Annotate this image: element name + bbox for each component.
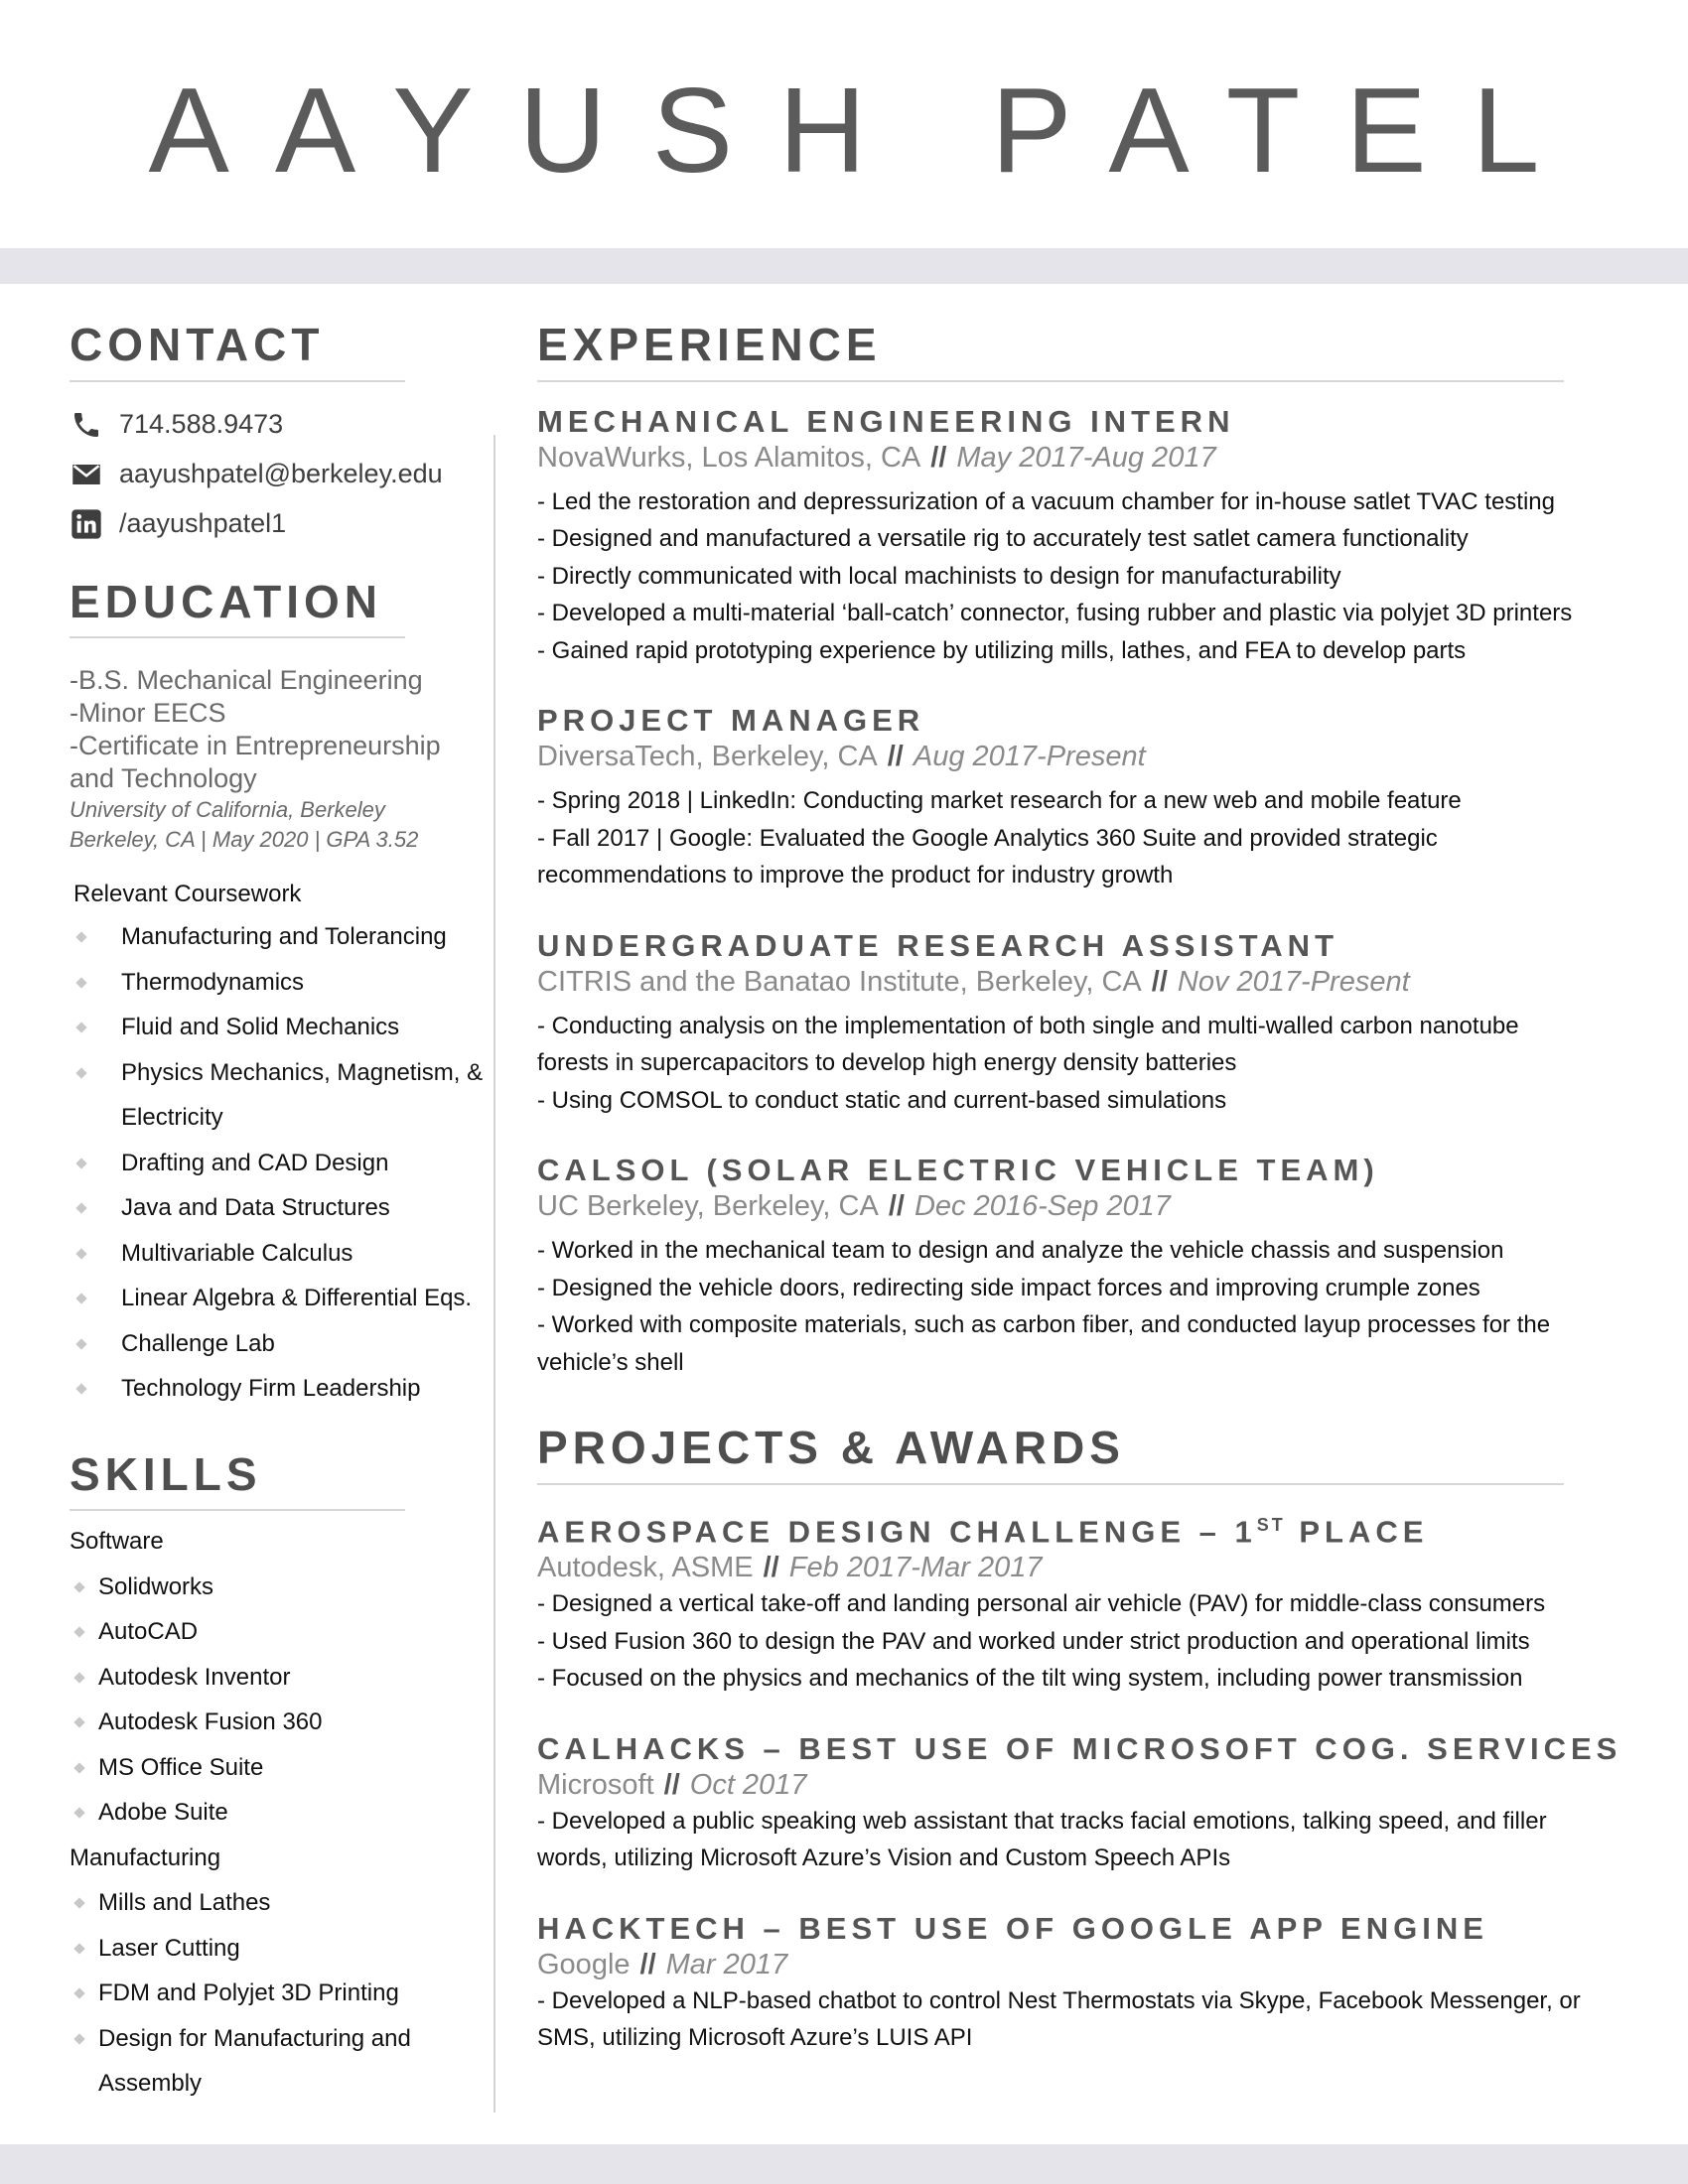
separator: // <box>1151 965 1168 998</box>
list-item: Autodesk Fusion 360 <box>70 1700 496 1745</box>
job-bullet: vehicle’s shell <box>537 1348 684 1376</box>
education-line: -Minor EECS <box>70 698 226 729</box>
bullet-diamond-icon <box>73 1627 84 1638</box>
job-bullet: - Designed the vehicle doors, redirecting side impact forces and improving crumple zones <box>537 1274 1480 1301</box>
job-bullet: - Worked in the mechanical team to design and analyze the vehicle chassis and suspension <box>537 1237 1504 1265</box>
bullet-diamond-icon <box>73 1672 84 1683</box>
bullet-diamond-icon <box>75 1158 86 1168</box>
project-bullet: SMS, utilizing Microsoft Azure’s LUIS API <box>537 2024 973 2052</box>
education-line: -Certificate in Entrepreneurship <box>70 731 441 761</box>
job-title: UNDERGRADUATE RESEARCH ASSISTANT <box>537 927 1339 963</box>
bullet-diamond-icon <box>75 1203 86 1214</box>
list-item: Technology Firm Leadership <box>70 1366 496 1412</box>
list-item: Physics Mechanics, Magnetism, & <box>70 1050 496 1096</box>
job-bullet: recommendations to improve the product for industry growth <box>537 862 1174 889</box>
list-item: Adobe Suite <box>70 1790 496 1836</box>
experience-entry <box>537 928 1649 1120</box>
job-bullet: - Spring 2018 | LinkedIn: Conducting market research for a new web and mobile feature <box>537 787 1462 815</box>
list-item: Electricity <box>121 1104 223 1132</box>
education-line: -B.S. Mechanical Engineering <box>70 665 423 696</box>
bullet-diamond-icon <box>73 1898 84 1909</box>
job-org-line <box>537 964 1649 1000</box>
coursework-heading: Relevant Coursework <box>73 881 302 908</box>
job-org-line <box>537 739 1649 774</box>
separator: // <box>887 741 904 773</box>
right-column <box>537 320 1649 2057</box>
project-org-line <box>537 1550 1649 1585</box>
job-org-line <box>537 440 1649 476</box>
bullet-diamond-icon <box>75 1338 86 1349</box>
job-bullet: - Using COMSOL to conduct static and current-based simulations <box>537 1086 1227 1114</box>
left-column <box>70 320 496 2107</box>
job-date: May 2017-Aug 2017 <box>956 441 1216 474</box>
list-item: AutoCAD <box>70 1609 496 1655</box>
list-item: Challenge Lab <box>70 1321 496 1367</box>
envelope-icon <box>70 458 103 491</box>
education-heading: EDUCATION <box>70 577 405 639</box>
bullet-diamond-icon <box>75 1384 86 1395</box>
project-org-line <box>537 1947 1649 1982</box>
bullet-diamond-icon <box>75 1294 86 1304</box>
contact-phone <box>70 400 496 450</box>
project-org: Google <box>537 1948 631 1980</box>
list-item: Fluid and Solid Mechanics <box>70 1005 496 1050</box>
job-bullet: forests in supercapacitors to develop high energy density batteries <box>537 1049 1237 1077</box>
phone-text[interactable]: 714.588.9473 <box>119 409 284 440</box>
project-date: Oct 2017 <box>689 1768 807 1801</box>
project-org-line <box>537 1767 1649 1803</box>
bullet-diamond-icon <box>73 1717 84 1728</box>
project-bullet: - Designed a vertical take-off and landing personal air vehicle (PAV) for middle-class consumers <box>537 1590 1546 1618</box>
project-entry <box>537 1731 1649 1877</box>
job-bullet: - Led the restoration and depressurization of a vacuum chamber for in-house satlet TVAC testing <box>537 487 1555 515</box>
experience-entry <box>537 1153 1649 1381</box>
manufacturing-skills-list <box>70 1880 496 2107</box>
list-item: Mills and Lathes <box>70 1880 496 1926</box>
job-title: MECHANICAL ENGINEERING INTERN <box>537 403 1235 439</box>
project-bullet: words, utilizing Microsoft Azure’s Vision and Custom Speech APIs <box>537 1844 1231 1872</box>
job-bullet: - Conducting analysis on the implementation of both single and multi-walled carbon nanotube <box>537 1012 1519 1039</box>
job-org: DiversaTech, Berkeley, CA <box>537 741 878 773</box>
experience-heading: EXPERIENCE <box>537 320 1564 382</box>
list-item: Java and Data Structures <box>70 1185 496 1231</box>
skills-category: Software <box>70 1528 164 1556</box>
contact-linkedin <box>70 499 496 549</box>
list-item: MS Office Suite <box>70 1745 496 1791</box>
project-org: Microsoft <box>537 1768 654 1801</box>
job-date: Aug 2017-Present <box>913 741 1146 773</box>
bullet-diamond-icon <box>75 977 86 988</box>
job-date: Nov 2017-Present <box>1177 965 1410 998</box>
skills-category: Manufacturing <box>70 1843 221 1871</box>
list-item: Drafting and CAD Design <box>70 1141 496 1186</box>
bullet-diamond-icon <box>73 1581 84 1592</box>
list-item: Multivariable Calculus <box>70 1231 496 1277</box>
project-title: CALHACKS – BEST USE OF MICROSOFT COG. SERVICES <box>537 1730 1622 1766</box>
bullet-diamond-icon <box>73 1988 84 1999</box>
contact-heading: CONTACT <box>70 320 405 382</box>
footer-band <box>0 2144 1688 2184</box>
school-name: University of California, Berkeley <box>70 797 385 823</box>
project-title: HACKTECH – BEST USE OF GOOGLE APP ENGINE <box>537 1910 1488 1946</box>
list-item: FDM and Polyjet 3D Printing <box>70 1971 496 2016</box>
job-bullet: - Worked with composite materials, such as carbon fiber, and conducted layup processes for the <box>537 1311 1551 1339</box>
job-date: Dec 2016-Sep 2017 <box>914 1190 1171 1223</box>
resume-name: AAYUSH PATEL <box>148 63 1586 198</box>
project-bullet: - Used Fusion 360 to design the PAV and worked under strict production and operational limits <box>537 1627 1530 1655</box>
bullet-diamond-icon <box>75 1067 86 1078</box>
bullet-diamond-icon <box>75 1023 86 1033</box>
bullet-diamond-icon <box>73 2033 84 2044</box>
project-entry <box>537 1507 1649 1698</box>
project-org: Autodesk, ASME <box>537 1552 754 1584</box>
job-title: CALSOL (SOLAR ELECTRIC VEHICLE TEAM) <box>537 1153 1379 1188</box>
experience-entry <box>537 404 1649 670</box>
separator: // <box>930 441 947 474</box>
project-date: Feb 2017-Mar 2017 <box>788 1552 1043 1584</box>
job-bullet: - Gained rapid prototyping experience by utilizing mills, lathes, and FEA to develop parts <box>537 636 1467 664</box>
job-title: PROJECT MANAGER <box>537 703 925 739</box>
separator: // <box>763 1552 779 1584</box>
project-date: Mar 2017 <box>665 1948 788 1980</box>
projects-heading: PROJECTS & AWARDS <box>537 1423 1564 1485</box>
list-item: Assembly <box>98 2070 203 2098</box>
list-item: Thermodynamics <box>70 960 496 1006</box>
project-title: AEROSPACE DESIGN CHALLENGE – 1ST PLACE <box>537 1514 1429 1550</box>
email-link[interactable]: aayushpatel@berkeley.edu <box>119 459 443 489</box>
job-bullet: - Directly communicated with local machinists to design for manufacturability <box>537 562 1341 590</box>
job-org: NovaWurks, Los Alamitos, CA <box>537 441 921 474</box>
project-bullet: - Developed a public speaking web assistant that tracks facial emotions, talking speed, and filler <box>537 1807 1547 1835</box>
separator: // <box>663 1768 680 1801</box>
job-org: UC Berkeley, Berkeley, CA <box>537 1190 879 1223</box>
header-band <box>0 248 1688 284</box>
phone-icon <box>70 408 103 442</box>
linkedin-icon <box>70 507 103 541</box>
job-org: CITRIS and the Banatao Institute, Berkeley, CA <box>537 965 1142 998</box>
list-item: Linear Algebra & Differential Eqs. <box>70 1276 496 1321</box>
separator: // <box>888 1190 905 1223</box>
linkedin-link[interactable]: /aayushpatel1 <box>119 508 287 539</box>
education-line: and Technology <box>70 763 257 794</box>
job-bullet: - Fall 2017 | Google: Evaluated the Google Analytics 360 Suite and provided strategic <box>537 824 1438 852</box>
list-item: Design for Manufacturing and <box>70 2016 496 2062</box>
list-item: Solidworks <box>70 1565 496 1610</box>
job-bullet: - Developed a multi-material ‘ball-catch’ connector, fusing rubber and plastic via polyjet 3D printers <box>537 600 1573 627</box>
contact-email <box>70 450 496 499</box>
bullet-diamond-icon <box>73 1762 84 1773</box>
bullet-diamond-icon <box>75 1248 86 1259</box>
project-bullet: - Focused on the physics and mechanics of the tilt wing system, including power transmission <box>537 1665 1523 1693</box>
bullet-diamond-icon <box>73 1808 84 1819</box>
project-bullet: - Developed a NLP-based chatbot to control Nest Thermostats via Skype, Facebook Messenger, or <box>537 1986 1581 2014</box>
project-entry <box>537 1911 1649 2057</box>
list-item: Manufacturing and Tolerancing <box>70 914 496 960</box>
separator: // <box>639 1948 656 1980</box>
experience-entry <box>537 703 1649 894</box>
skills-heading: SKILLS <box>70 1449 405 1512</box>
bullet-diamond-icon <box>75 932 86 943</box>
list-item: Laser Cutting <box>70 1926 496 1972</box>
bullet-diamond-icon <box>73 1943 84 1954</box>
school-details: Berkeley, CA | May 2020 | GPA 3.52 <box>70 827 419 853</box>
job-org-line <box>537 1188 1649 1224</box>
job-bullet: - Designed and manufactured a versatile rig to accurately test satlet camera functionality <box>537 525 1469 553</box>
software-skills-list <box>70 1565 496 1836</box>
list-item: Autodesk Inventor <box>70 1655 496 1701</box>
coursework-list <box>70 914 496 1412</box>
